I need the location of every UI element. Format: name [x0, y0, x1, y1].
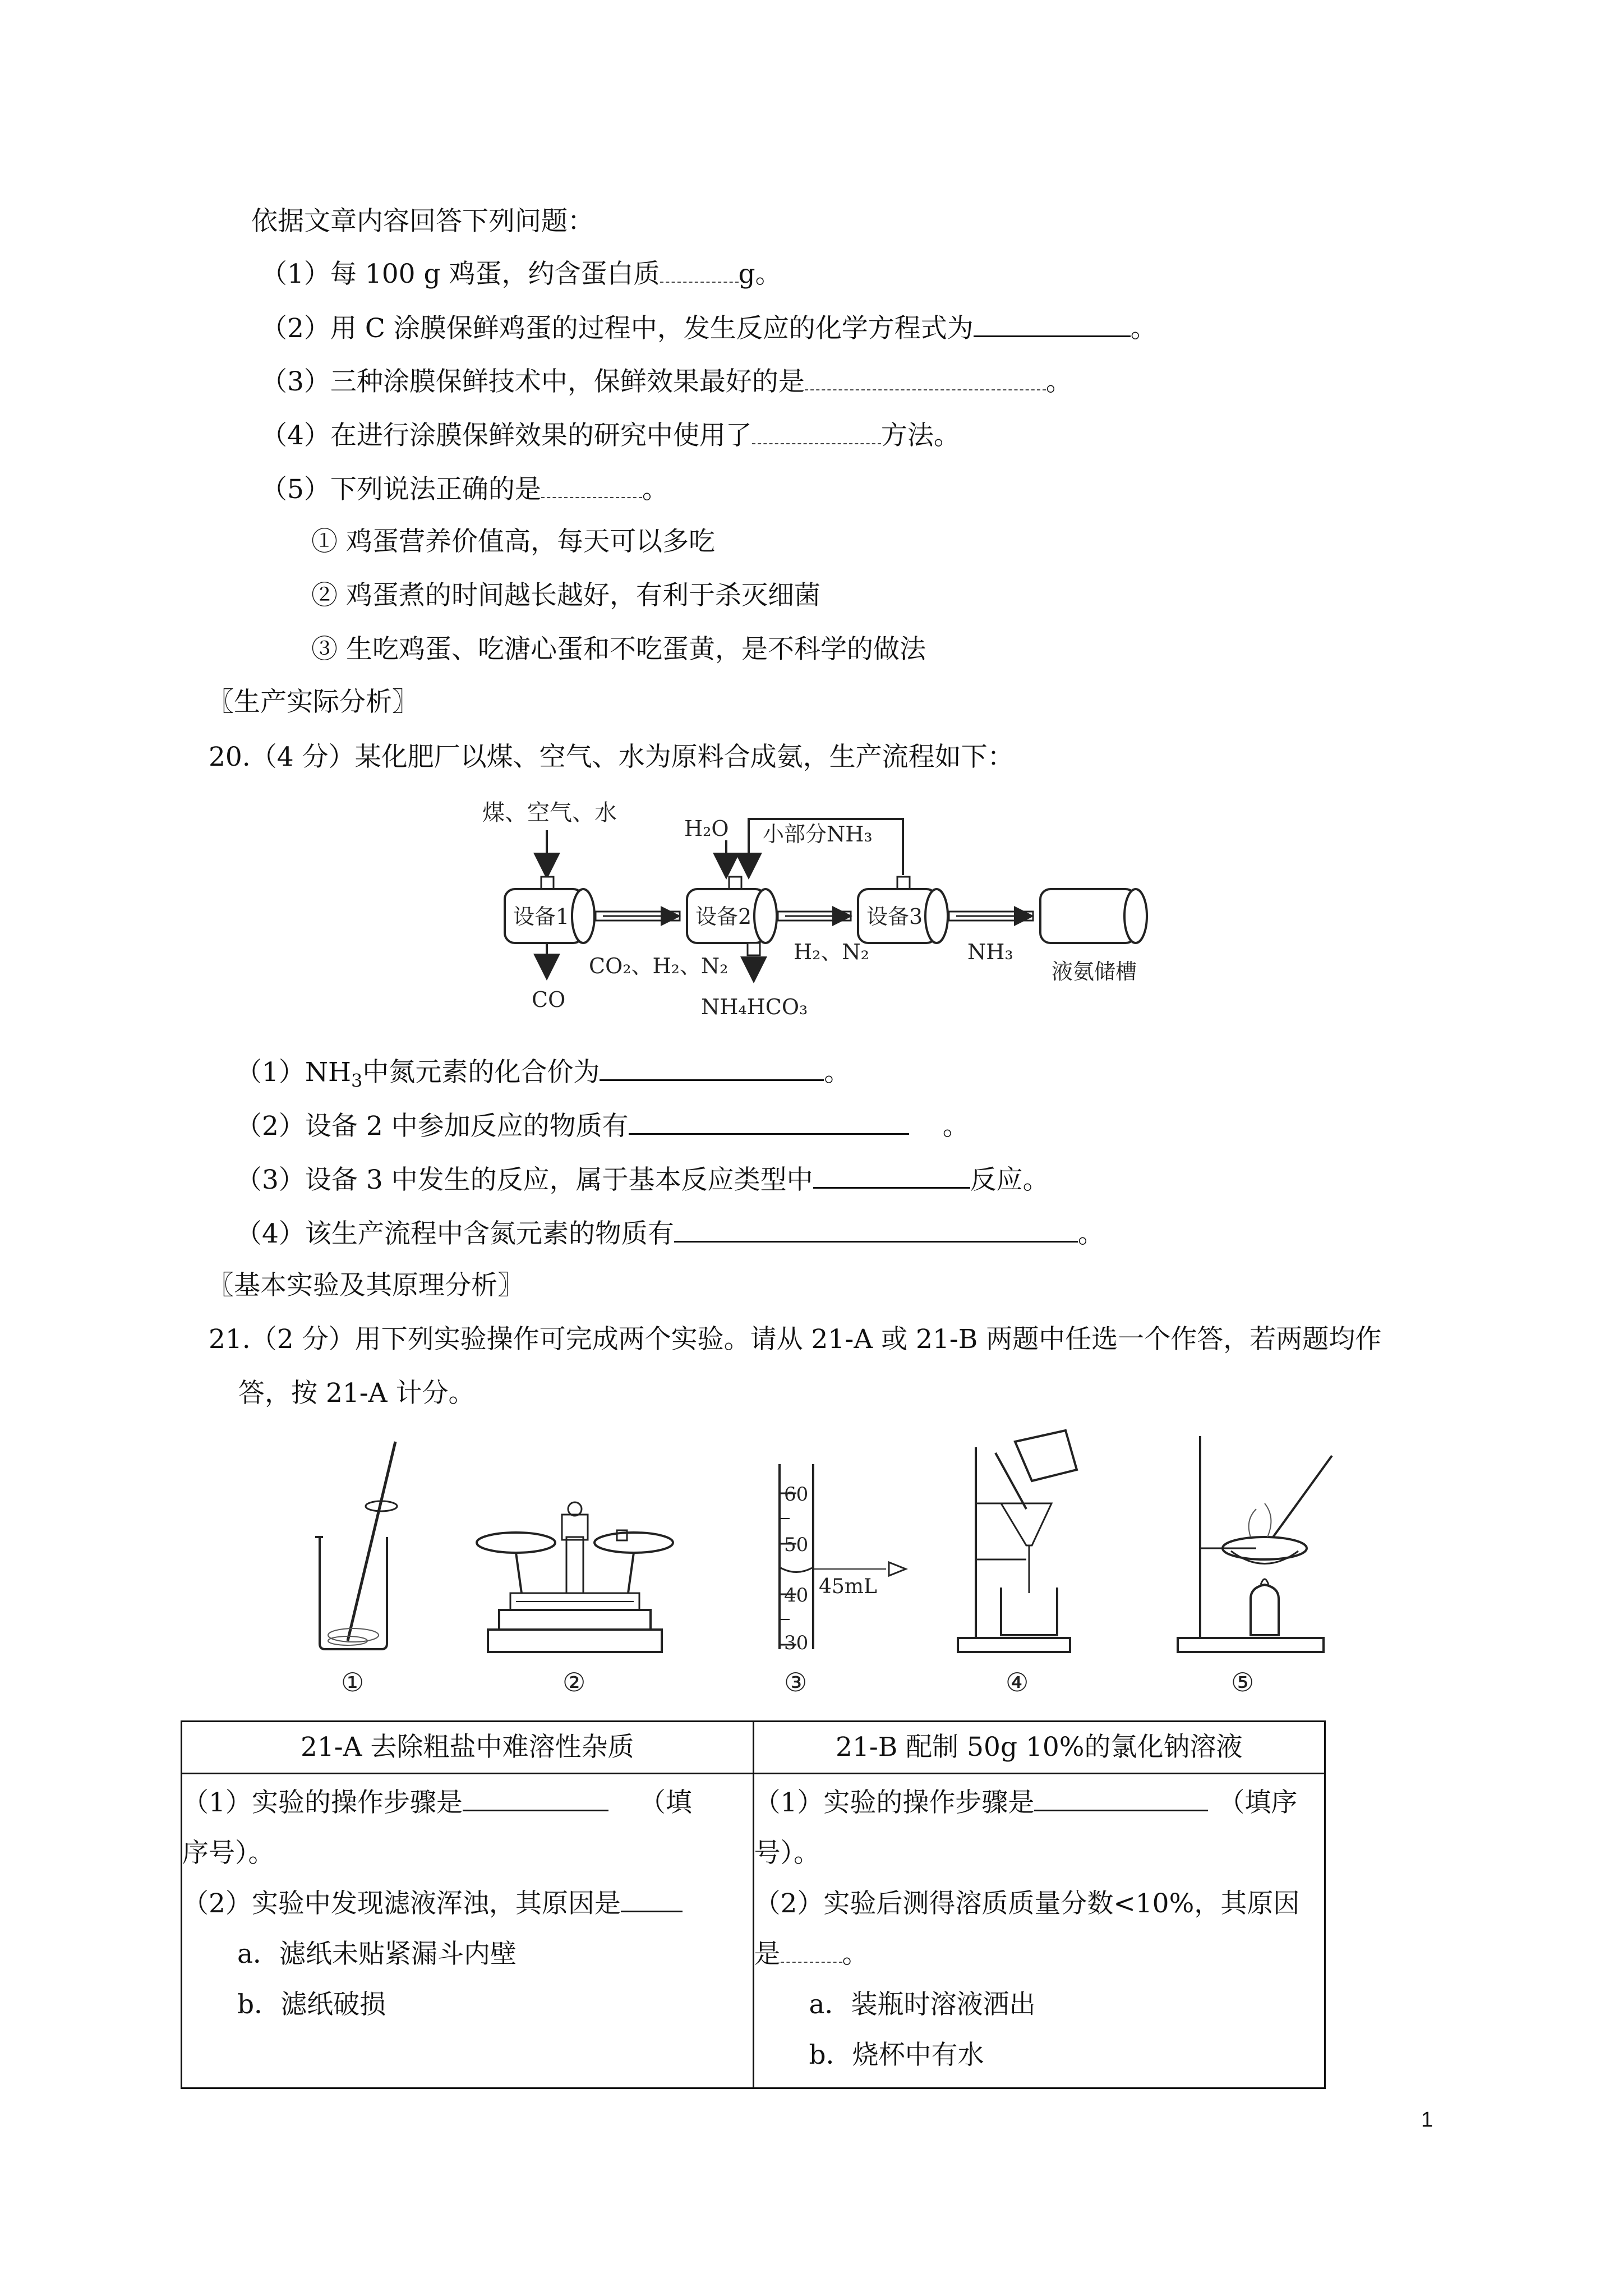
flow-h2o-label: H₂O — [684, 816, 729, 841]
question-21-line1: 21.（2 分）用下列实验操作可完成两个实验。请从 21-A 或 21-B 两题中任选一个作答，若两题均作 — [209, 1324, 1382, 1355]
production-flow-diagram — [465, 797, 1155, 1032]
cylinder-reading: 45mL — [819, 1575, 877, 1598]
ammonia-tank — [1040, 889, 1147, 943]
answer-blank[interactable] — [805, 364, 1046, 390]
answer-blank[interactable] — [1034, 1784, 1208, 1811]
graduated-cylinder — [780, 1464, 906, 1697]
answer-blank[interactable] — [813, 1161, 970, 1189]
21a-option-a: a．滤纸未贴紧漏斗内壁 — [237, 1939, 517, 1970]
apparatus-figure — [303, 1425, 1335, 1705]
question-19-2: （2）用 C 涂膜保鲜鸡蛋的过程中，发生反应的化学方程式为 。 — [261, 310, 1157, 346]
device-3-label: 设备3 — [866, 904, 923, 929]
flow-tank-label: 液氨储槽 — [1052, 959, 1137, 984]
21b-question-1: （1）实验的操作步骤是 （填序 — [754, 1778, 1325, 1828]
apparatus-label-2: ② — [562, 1667, 586, 1697]
21b-option-b: b．烧杯中有水 — [809, 2040, 984, 2070]
21a-question-2: （2）实验中发现滤液浑浊，其原因是 — [182, 1879, 753, 1929]
table-header-21b: 21-B 配制 50g 10%的氯化钠溶液 — [753, 1722, 1325, 1774]
flow-nh4hco3-label: NH₄HCO₃ — [701, 995, 808, 1019]
filtration-setup — [958, 1430, 1077, 1697]
flow-mid2-label: H₂、N₂ — [794, 940, 869, 964]
reading-prompt: 依据文章内容回答下列问题： — [251, 206, 594, 237]
answer-blank[interactable] — [674, 1215, 1078, 1243]
flow-loop-label: 小部分NH₃ — [763, 822, 873, 846]
apparatus-label-4: ④ — [1006, 1667, 1029, 1697]
flow-co-label: CO — [532, 987, 566, 1012]
question-20-3: （3）设备 3 中发生的反应，属于基本反应类型中 反应。 — [236, 1161, 1049, 1197]
question-20-title: 20.（4 分）某化肥厂以煤、空气、水为原料合成氨，生产流程如下： — [209, 742, 1014, 772]
21b-option-a: a．装瓶时溶液洒出 — [809, 1989, 1036, 2020]
21a-question-1-cont: 序号）。 — [182, 1838, 275, 1869]
answer-blank[interactable] — [463, 1784, 608, 1811]
answer-blank[interactable] — [600, 1053, 824, 1081]
21a-question-1: （1）实验的操作步骤是 （填 — [182, 1778, 753, 1828]
answer-blank[interactable] — [752, 417, 881, 444]
apparatus-label-5: ⑤ — [1231, 1667, 1255, 1697]
flow-input-label: 煤、空气、水 — [482, 800, 617, 826]
21b-question-2-cont: 是 。 — [754, 1929, 1325, 1980]
device-2-label: 设备2 — [695, 904, 752, 929]
answer-blank[interactable] — [660, 256, 739, 283]
question-19-5: （5）下列说法正确的是 。 — [261, 471, 668, 507]
21a-option-b: b．滤纸破损 — [237, 1989, 386, 2020]
question-20-1: $(1)NH_3$中氮元素的化合价为 。 — [236, 1053, 850, 1097]
flow-mid1-label: CO₂、H₂、N₂ — [589, 954, 728, 978]
apparatus-label-3: ③ — [784, 1667, 808, 1697]
table-cell-21a — [182, 1774, 754, 2088]
question-20-4: （4）该生产流程中含氮元素的物质有 。 — [236, 1215, 1104, 1251]
cylinder-tick-30: 30 — [784, 1632, 809, 1654]
cylinder-tick-60: 60 — [784, 1483, 809, 1506]
section-heading-production: 〖生产实际分析〗 — [208, 687, 418, 717]
answer-blank[interactable] — [621, 1885, 683, 1912]
21b-question-1-cont: 号）。 — [754, 1838, 820, 1869]
answer-blank[interactable] — [629, 1107, 909, 1135]
option-1: ① 鸡蛋营养价值高，每天可以多吃 — [311, 526, 715, 557]
cylinder-tick-40: 40 — [784, 1584, 809, 1607]
flow-nh3-label: NH₃ — [967, 940, 1013, 964]
page-number: 1 — [1421, 2108, 1433, 2132]
question-21-choice-table — [181, 1720, 1326, 2089]
answer-blank[interactable] — [781, 1936, 842, 1963]
apparatus-label-1: ① — [341, 1667, 365, 1697]
evaporation-setup — [1178, 1436, 1332, 1697]
table-cell-21b — [753, 1774, 1325, 2088]
question-20-2: （2）设备 2 中参加反应的物质有 。 — [236, 1107, 969, 1143]
cylinder-tick-50: 50 — [784, 1534, 809, 1556]
section-heading-experiment: 〖基本实验及其原理分析〗 — [208, 1270, 524, 1301]
option-2: ② 鸡蛋煮的时间越长越好，有利于杀灭细菌 — [311, 580, 820, 611]
device-2 — [687, 877, 777, 955]
question-19-3: （3）三种涂膜保鲜技术中，保鲜效果最好的是 。 — [261, 364, 1072, 399]
21b-question-2: （2）实验后测得溶质质量分数<10%，其原因 — [754, 1888, 1300, 1919]
beaker-stirring — [315, 1442, 397, 1697]
balance-scale — [477, 1502, 673, 1697]
table-header-21a: 21-A 去除粗盐中难溶性杂质 — [182, 1722, 754, 1774]
answer-blank[interactable] — [541, 471, 642, 498]
device-1 — [505, 877, 594, 943]
device-1-label: 设备1 — [513, 904, 570, 929]
option-3: ③ 生吃鸡蛋、吃溏心蛋和不吃蛋黄，是不科学的做法 — [311, 634, 926, 665]
question-21-line2: 答，按 21-A 计分。 — [238, 1378, 475, 1409]
question-19-4: （4）在进行涂膜保鲜效果的研究中使用了 方法。 — [261, 417, 960, 453]
answer-blank[interactable] — [974, 310, 1131, 337]
question-19-1: （1）每 100 g 鸡蛋，约含蛋白质 g。 — [261, 256, 782, 291]
device-3 — [858, 877, 948, 943]
